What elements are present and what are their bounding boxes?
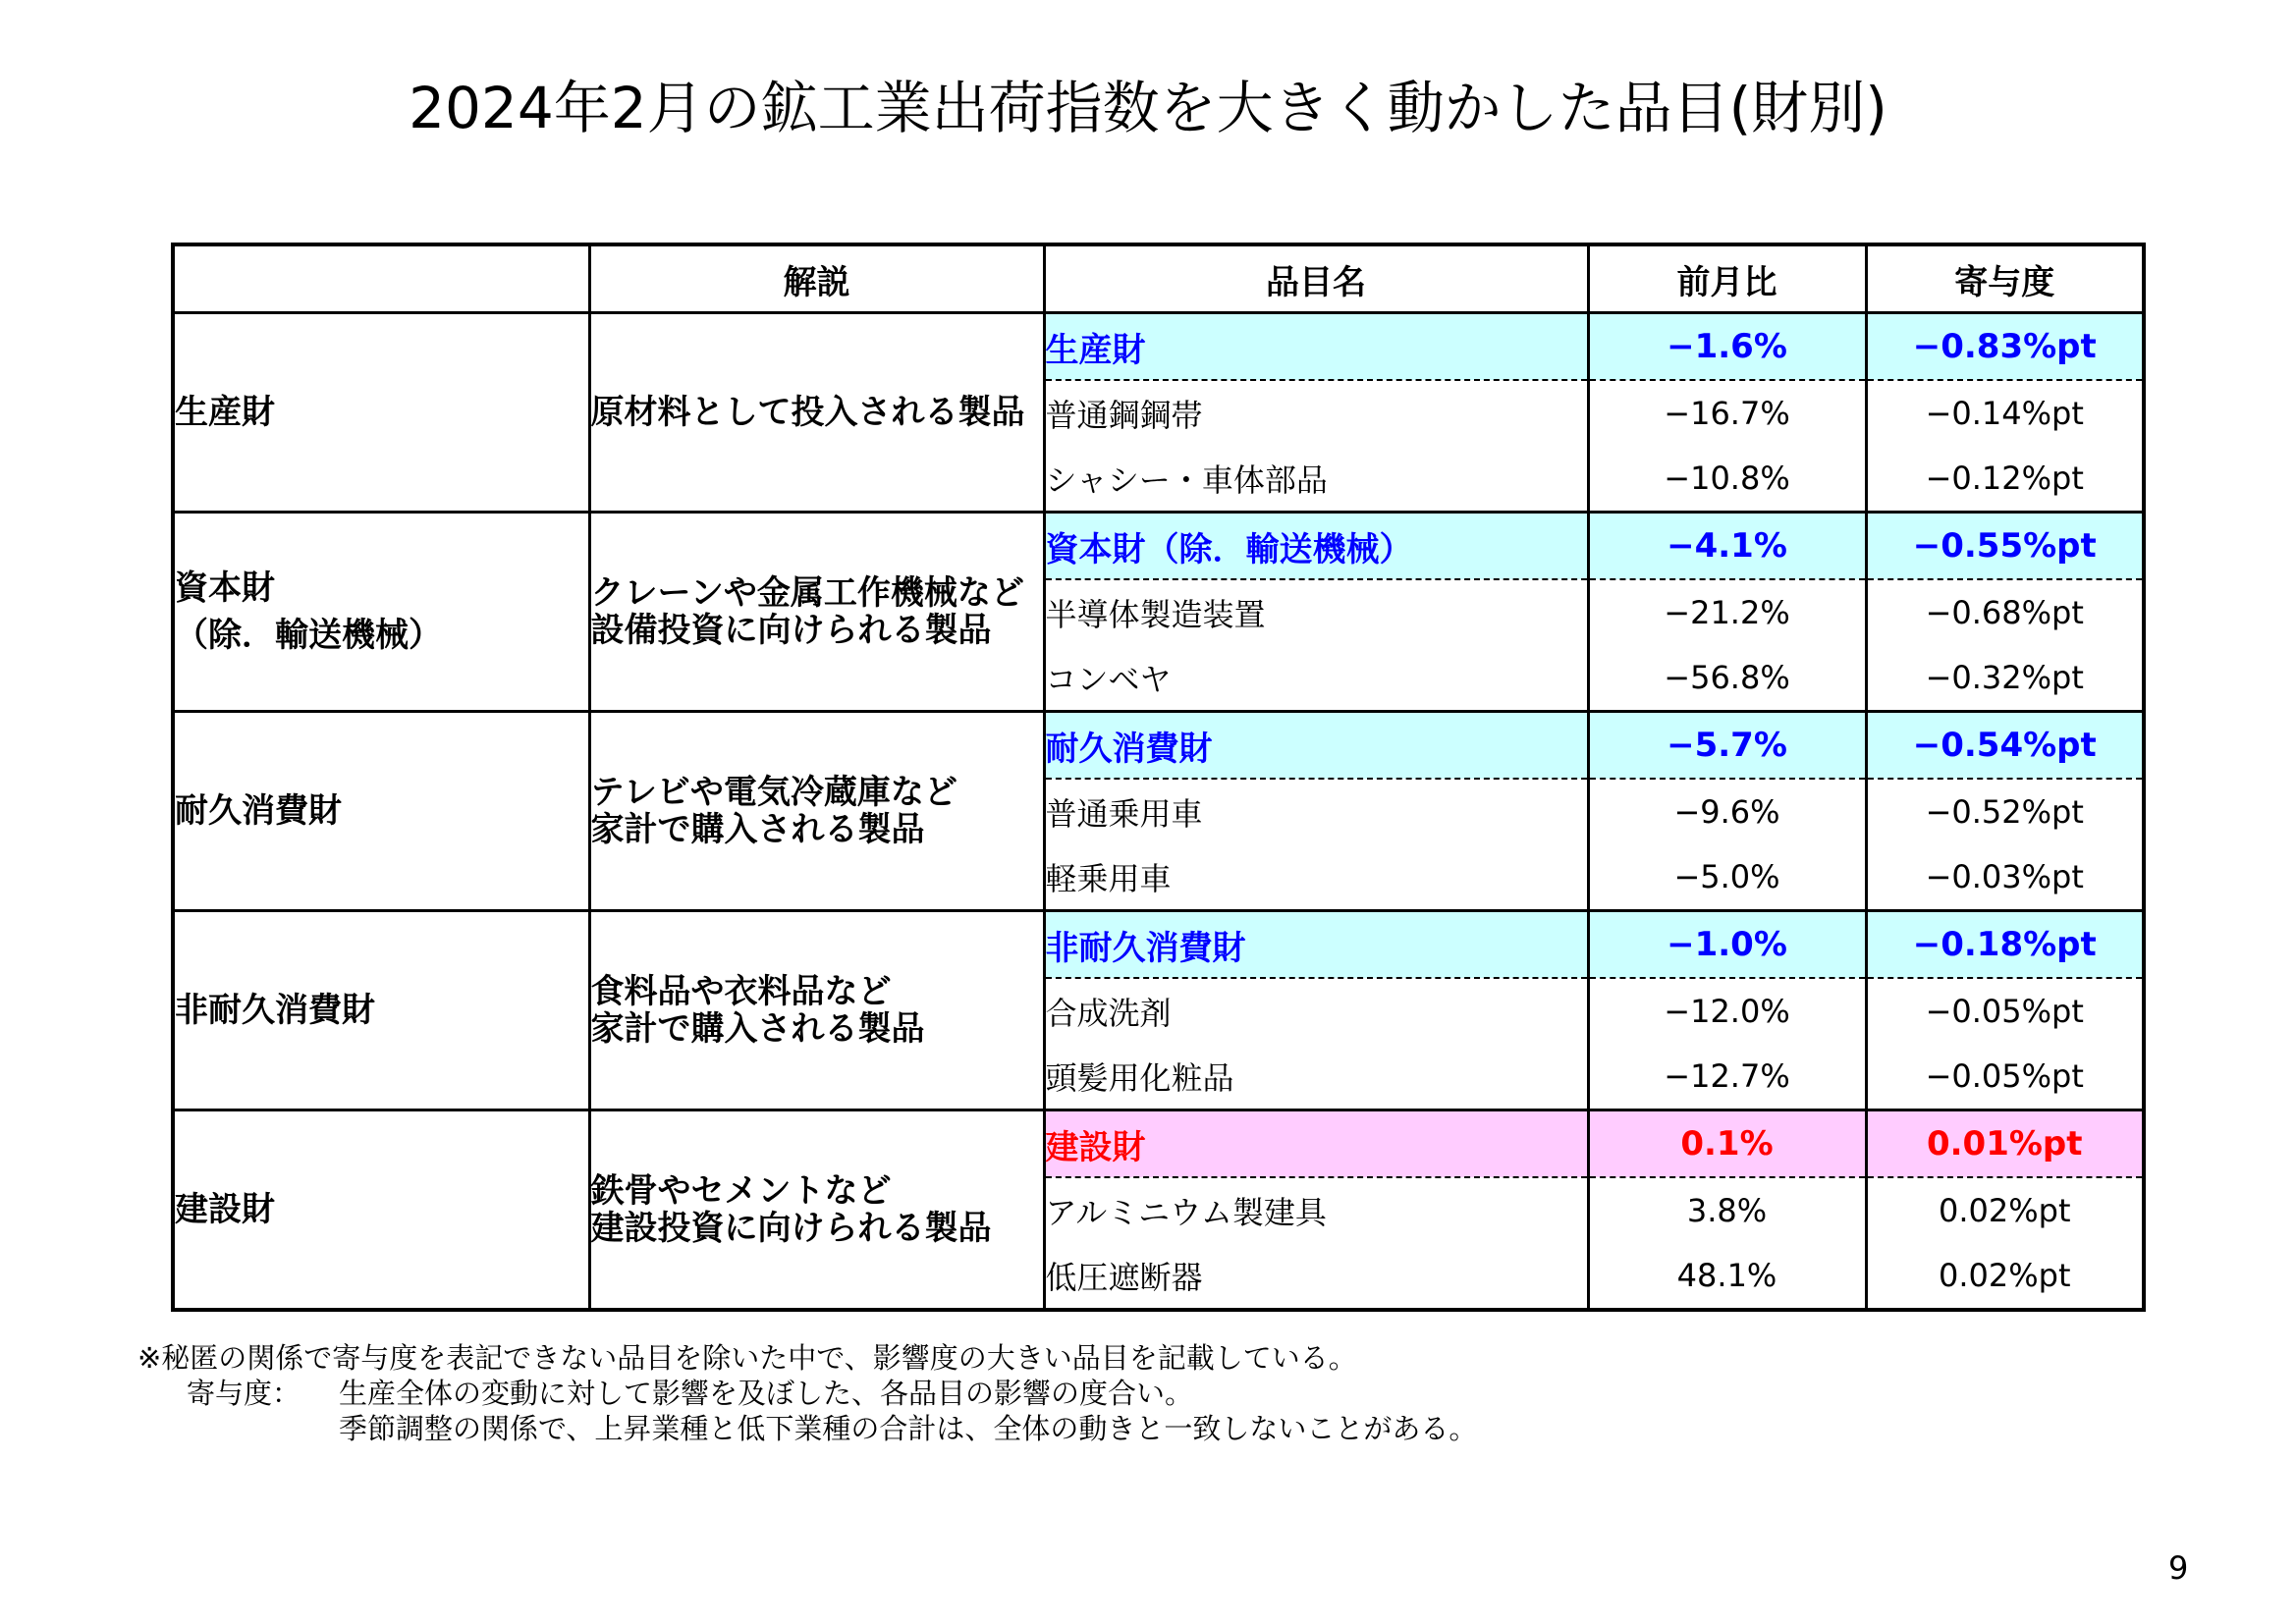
- item-mom: −56.8%: [1588, 645, 1866, 712]
- item-name: 普通鋼鋼帯: [1044, 380, 1588, 446]
- description-cell: [589, 911, 1044, 1110]
- item-mom: −12.0%: [1588, 978, 1866, 1044]
- item-mom: 3.8%: [1588, 1177, 1866, 1243]
- item-contribution: −0.32%pt: [1866, 645, 2144, 712]
- page-number: 9: [2168, 1549, 2189, 1587]
- item-contribution: −0.14%pt: [1866, 380, 2144, 446]
- item-mom: −9.6%: [1588, 779, 1866, 844]
- footnote-text: 生産全体の変動に対して影響を及ぼした、各品目の影響の度合い。: [339, 1377, 1194, 1410]
- footnote-label: 寄与度：: [187, 1377, 301, 1410]
- item-name: 普通乗用車: [1044, 779, 1588, 844]
- goods-table: [171, 243, 2146, 1312]
- description-line: 食料品や衣料品など: [590, 972, 892, 1011]
- total-mom: 0.1%: [1588, 1110, 1866, 1178]
- description-cell: [589, 513, 1044, 712]
- item-contribution: −0.12%pt: [1866, 446, 2144, 513]
- item-mom: −12.7%: [1588, 1044, 1866, 1110]
- item-mom: −21.2%: [1588, 579, 1866, 645]
- group-total-row: [173, 513, 2144, 580]
- item-name: 低圧遮断器: [1044, 1243, 1588, 1310]
- table-header-row: [173, 244, 2144, 313]
- description-cell: [589, 712, 1044, 911]
- item-mom: −5.0%: [1588, 844, 1866, 911]
- category-label: 生産財: [175, 393, 275, 432]
- description-line: 設備投資に向けられる製品: [590, 611, 992, 650]
- description-line: 鉄骨やセメントなど: [590, 1171, 892, 1211]
- total-name: 耐久消費財: [1044, 712, 1588, 780]
- item-name: 合成洗剤: [1044, 978, 1588, 1044]
- item-name: シャシー・車体部品: [1044, 446, 1588, 513]
- item-contribution: 0.02%pt: [1866, 1243, 2144, 1310]
- item-contribution: −0.05%pt: [1866, 978, 2144, 1044]
- total-mom: −5.7%: [1588, 712, 1866, 780]
- total-name: 生産財: [1044, 313, 1588, 381]
- category-cell: [173, 313, 589, 513]
- description-line: 建設投資に向けられる製品: [590, 1209, 992, 1248]
- footnote-line: [137, 1376, 1357, 1411]
- item-contribution: −0.05%pt: [1866, 1044, 2144, 1110]
- total-mom: −1.0%: [1588, 911, 1866, 979]
- total-contribution: −0.83%pt: [1866, 313, 2144, 381]
- page-title: 2024年2月の鉱工業出荷指数を大きく動かした品目(財別): [409, 75, 1887, 141]
- category-cell: [173, 1110, 589, 1311]
- total-contribution: −0.54%pt: [1866, 712, 2144, 780]
- description-line: クレーンや金属工作機械など: [590, 573, 1024, 613]
- total-mom: −1.6%: [1588, 313, 1866, 381]
- item-mom: 48.1%: [1588, 1243, 1866, 1310]
- item-mom: −16.7%: [1588, 380, 1866, 446]
- item-name: 軽乗用車: [1044, 844, 1588, 911]
- category-label: （除．輸送機械）: [175, 616, 442, 655]
- header-item-name: 品目名: [1044, 244, 1588, 313]
- category-label: 建設財: [175, 1190, 275, 1229]
- category-cell: [173, 513, 589, 712]
- header-month-over-month: 前月比: [1588, 244, 1866, 313]
- header-contribution: 寄与度: [1866, 244, 2144, 313]
- group-total-row: [173, 712, 2144, 780]
- group-total-row: [173, 1110, 2144, 1178]
- total-mom: −4.1%: [1588, 513, 1866, 580]
- total-name: 非耐久消費財: [1044, 911, 1588, 979]
- total-contribution: 0.01%pt: [1866, 1110, 2144, 1178]
- footnote-text: 季節調整の関係で、上昇業種と低下業種の合計は、全体の動きと一致しないことがある。: [339, 1412, 1478, 1445]
- total-name: 資本財（除．輸送機械）: [1044, 513, 1588, 580]
- item-name: 半導体製造装置: [1044, 579, 1588, 645]
- total-contribution: −0.55%pt: [1866, 513, 2144, 580]
- description-cell: [589, 313, 1044, 513]
- item-name: コンベヤ: [1044, 645, 1588, 712]
- item-name: アルミニウム製建具: [1044, 1177, 1588, 1243]
- category-cell: [173, 712, 589, 911]
- item-contribution: −0.68%pt: [1866, 579, 2144, 645]
- item-contribution: −0.03%pt: [1866, 844, 2144, 911]
- footnote-line: [137, 1340, 1357, 1376]
- category-label: 耐久消費財: [175, 791, 342, 831]
- footnote-line: [137, 1411, 1478, 1446]
- description-line: 家計で購入される製品: [590, 1009, 925, 1049]
- description-line: 家計で購入される製品: [590, 810, 925, 849]
- total-contribution: −0.18%pt: [1866, 911, 2144, 979]
- item-contribution: −0.52%pt: [1866, 779, 2144, 844]
- category-cell: [173, 911, 589, 1110]
- footnote-text: ※秘匿の関係で寄与度を表記できない品目を除いた中で、影響度の大きい品目を記載している。: [137, 1341, 1357, 1375]
- header-description: 解説: [589, 244, 1044, 313]
- description-cell: [589, 1110, 1044, 1311]
- description-line: テレビや電気冷蔵庫など: [590, 773, 957, 812]
- footnotes: [137, 1340, 1478, 1446]
- item-name: 頭髪用化粧品: [1044, 1044, 1588, 1110]
- total-name: 建設財: [1044, 1110, 1588, 1178]
- group-total-row: [173, 313, 2144, 381]
- item-mom: −10.8%: [1588, 446, 1866, 513]
- group-total-row: [173, 911, 2144, 979]
- category-label: 資本財: [175, 568, 275, 608]
- category-label: 非耐久消費財: [175, 991, 375, 1030]
- header-category: [173, 244, 589, 313]
- item-contribution: 0.02%pt: [1866, 1177, 2144, 1243]
- description-line: 原材料として投入される製品: [590, 393, 1025, 432]
